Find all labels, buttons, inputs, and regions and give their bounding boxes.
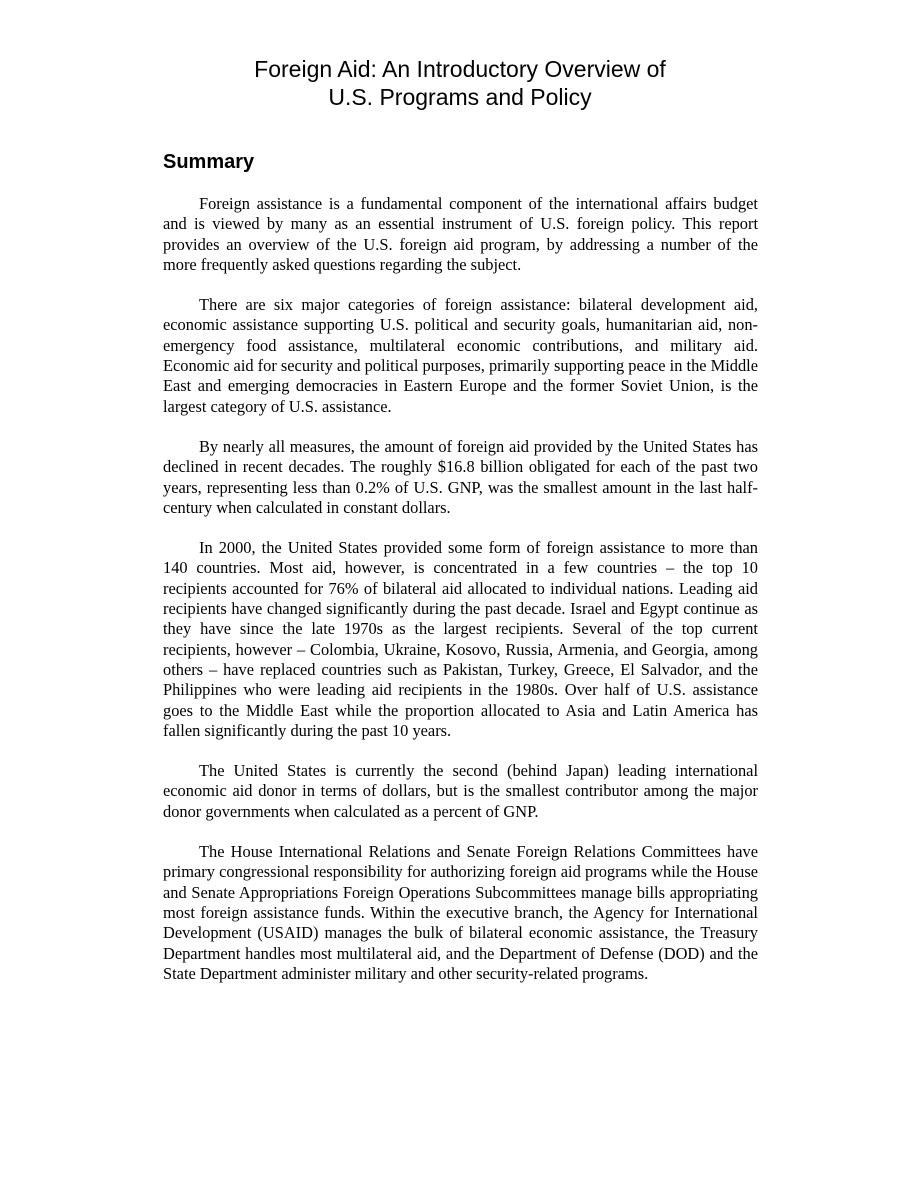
document-title-line-2: U.S. Programs and Policy (328, 84, 592, 110)
paragraph: There are six major categories of foreign assistance: bilateral development aid, economic assistance supporting U.S. political and security goals, humanitarian aid, non-emergency food assistance, multilateral economic contributions, and military aid. Economic aid for security and political purposes, primarily supporting peace in the Middle East and emerging democracies in Eastern Europe and the former Soviet Union, is the largest category of U.S. assistance. (163, 295, 758, 416)
paragraph: In 2000, the United States provided some form of foreign assistance to more than 140 countries. Most aid, however, is concentrated in a few countries – the top 10 recipients accounted for 76% of bilateral aid allocated to individual nations. Leading aid recipients have changed significantly during the past decade. Israel and Egypt continue as they have since the late 1970s as the largest recipients. Several of the top current recipients, however – Colombia, Ukraine, Kosovo, Russia, Armenia, and Georgia, among others – have replaced countries such as Pakistan, Turkey, Greece, El Salvador, and the Philippines who were leading aid recipients in the 1980s. Over half of U.S. assistance goes to the Middle East while the proportion allocated to Asia and Latin America has fallen significantly during the past 10 years. (163, 538, 758, 740)
document-title (160, 55, 760, 111)
summary-body (163, 194, 758, 1004)
paragraph: Foreign assistance is a fundamental component of the international affairs budget and is viewed by many as an essential instrument of U.S. foreign policy. This report provides an overview of the U.S. foreign aid program, by addressing a number of the more frequently asked questions regarding the subject. (163, 194, 758, 274)
paragraph: The United States is currently the second (behind Japan) leading international economic aid donor in terms of dollars, but is the smallest contributor among the major donor governments when calculated as a percent of GNP. (163, 761, 758, 821)
paragraph: By nearly all measures, the amount of foreign aid provided by the United States has declined in recent decades. The roughly $16.8 billion obligated for each of the past two years, representing less than 0.2% of U.S. GNP, was the smallest amount in the last half-century when calculated in constant dollars. (163, 436, 758, 517)
document-title-line-1: Foreign Aid: An Introductory Overview of (254, 56, 666, 82)
section-heading-summary: Summary (163, 151, 255, 173)
paragraph: The House International Relations and Senate Foreign Relations Committees have primary congressional responsibility for authorizing foreign aid programs while the House and Senate Appropriations Foreign Operations Subcommittees manage bills appropriating most foreign assistance funds. Within the executive branch, the Agency for International Development (USAID) manages the bulk of bilateral economic assistance, the Treasury Department handles most multilateral aid, and the Department of Defense (DOD) and the State Department administer military and other security-related programs. (163, 842, 758, 983)
